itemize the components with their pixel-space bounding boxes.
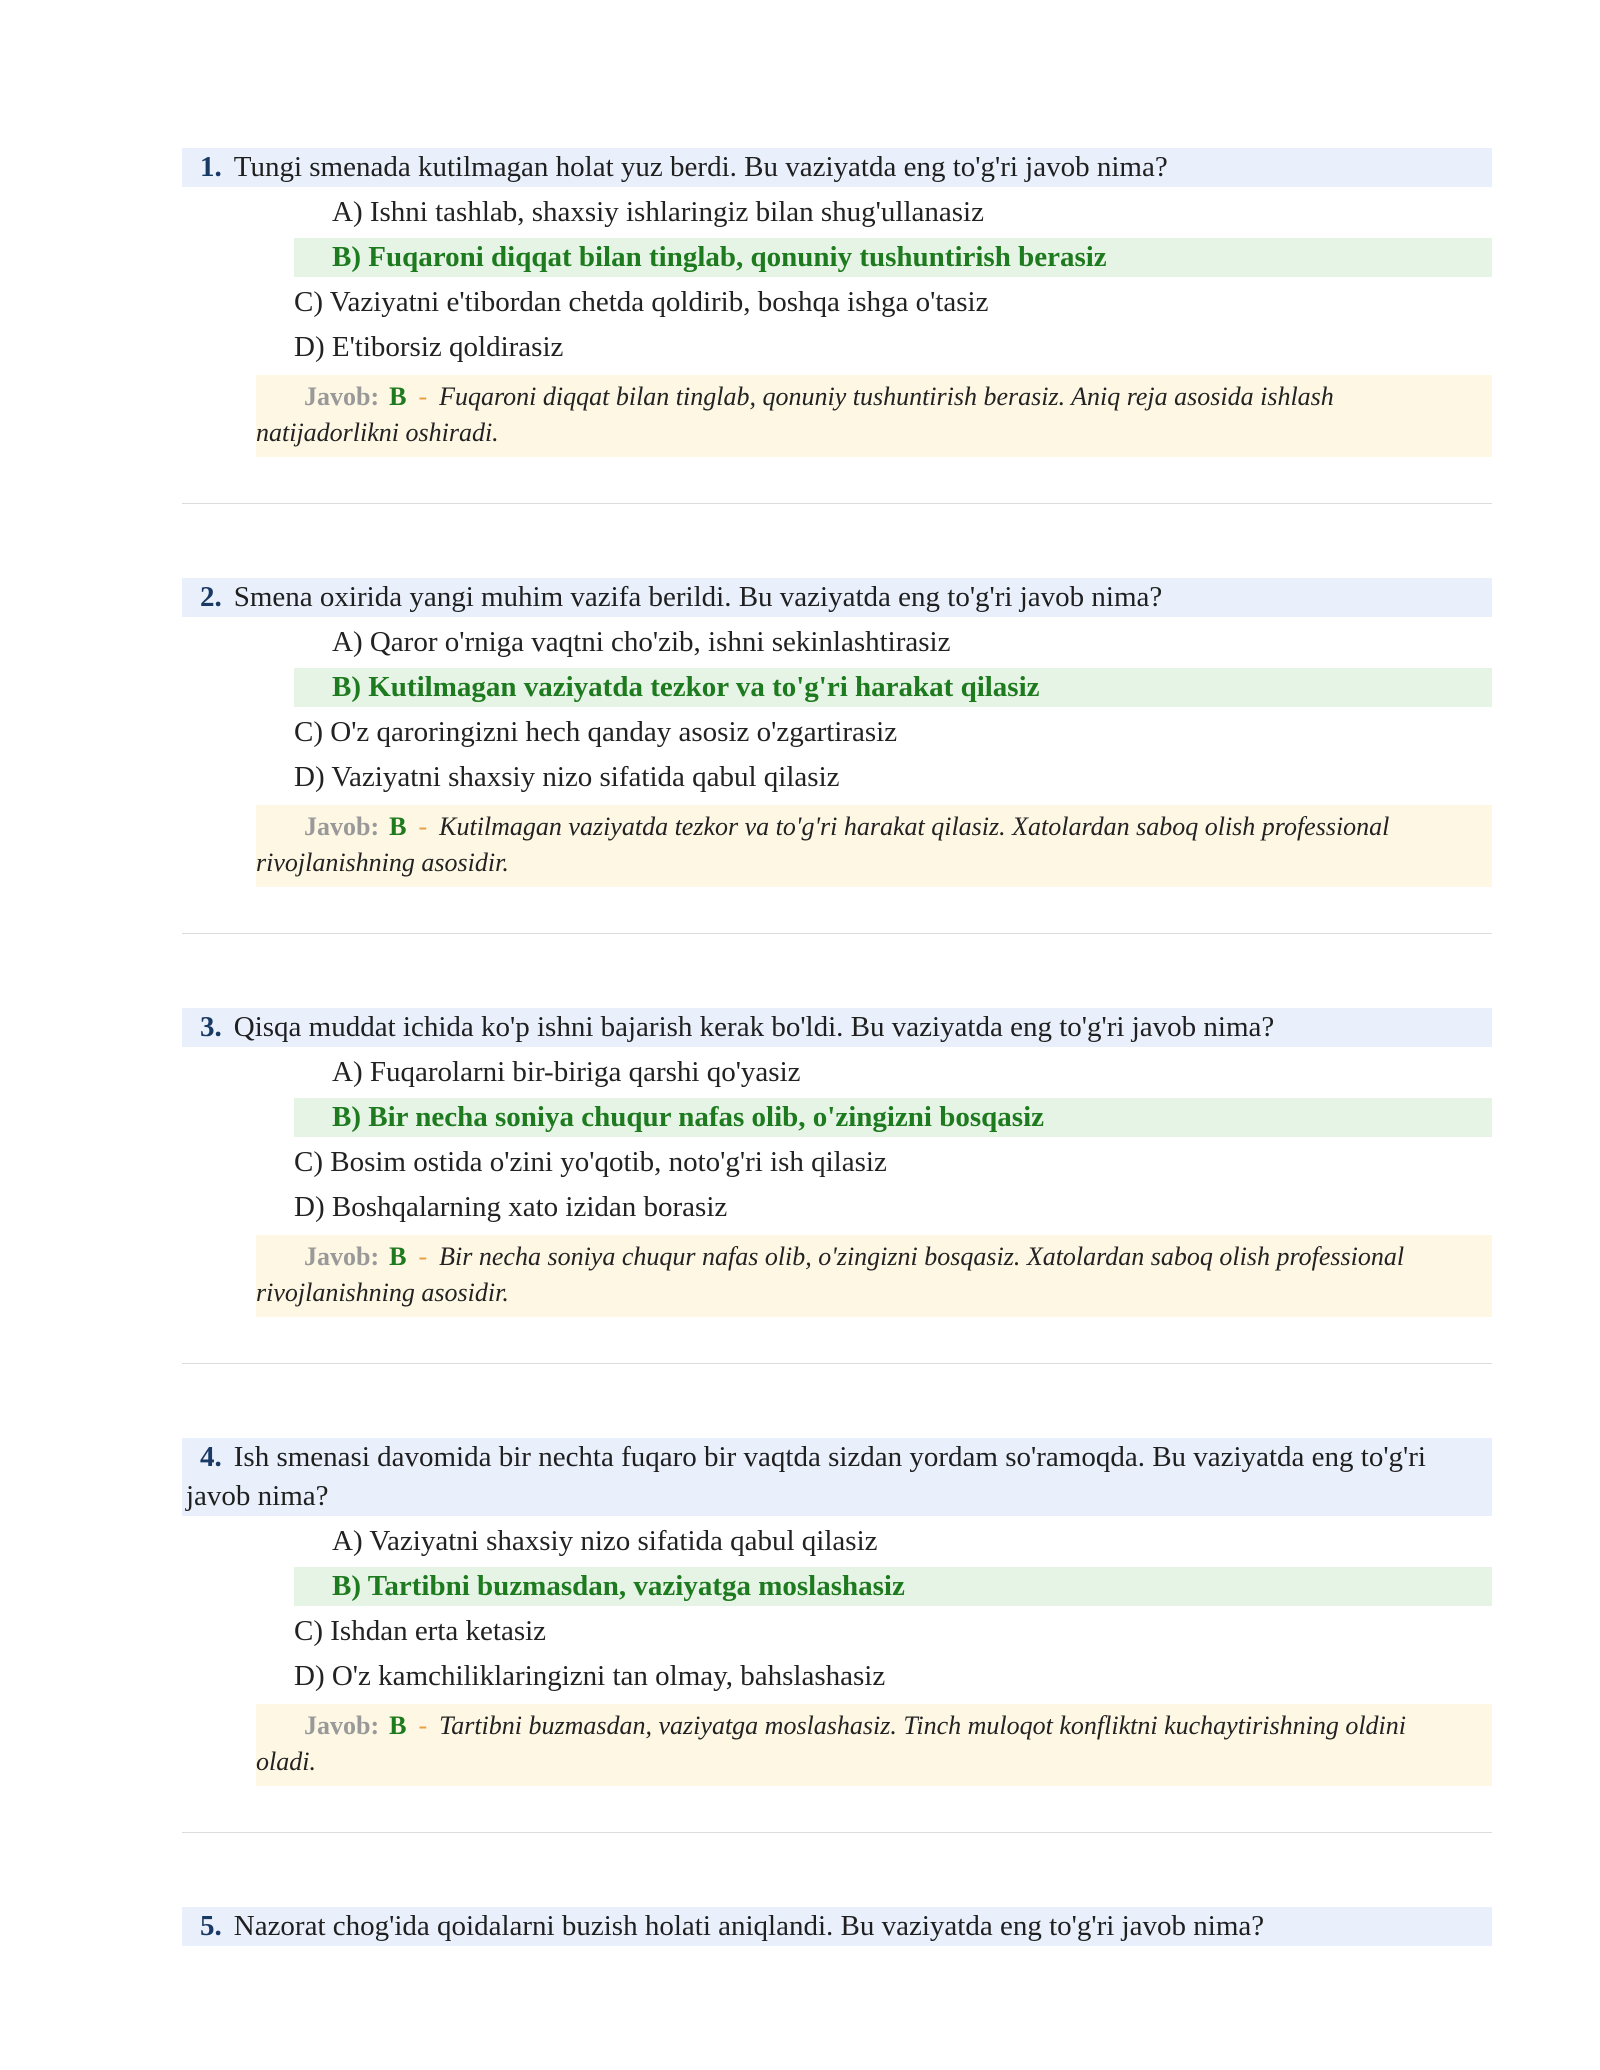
question-text: Ish smenasi davomida bir nechta fuqaro bir vaqtda sizdan yordam so'ramoqda. Bu vaziyatda eng to'g'ri javob nima? (186, 1441, 1426, 1512)
answer-dash: - (418, 382, 428, 411)
option-c: C) O'z qaroringizni hech qanday asosiz o'zgartirasiz (294, 716, 898, 748)
answer-explanation: Tartibni buzmasdan, vaziyatga moslashasiz. Tinch muloqot konfliktni kuchaytirishning oldini oladi. (256, 1711, 1406, 1776)
option-c: C) Ishdan erta ketasiz (294, 1615, 547, 1647)
answer-box (256, 375, 1492, 457)
option-a: A) Fuqarolarni bir-biriga qarshi qo'yasiz (332, 1056, 801, 1088)
answer-label: Javob: (304, 1242, 380, 1271)
divider (182, 503, 1492, 504)
option-b-correct: B) Bir necha soniya chuqur nafas olib, o'zingizni bosqasiz (294, 1098, 1492, 1137)
divider (182, 933, 1492, 934)
option-b-correct: B) Kutilmagan vaziyatda tezkor va to'g'ri harakat qilasiz (294, 668, 1492, 707)
question-1 (182, 148, 1492, 187)
option-d: D) Vaziyatni shaxsiy nizo sifatida qabul qilasiz (294, 761, 840, 793)
question-number: 5. (200, 1910, 222, 1942)
option-d: D) E'tiborsiz qoldirasiz (294, 331, 564, 363)
answer-dash: - (418, 1242, 428, 1271)
answer-box (256, 1704, 1492, 1786)
divider (182, 1363, 1492, 1364)
option-a: A) Qaror o'rniga vaqtni cho'zib, ishni sekinlashtirasiz (332, 626, 951, 658)
answer-box (256, 1235, 1492, 1317)
answer-label: Javob: (304, 382, 380, 411)
question-block-3 (182, 1008, 1492, 1364)
question-block-4 (182, 1438, 1492, 1833)
question-5 (182, 1907, 1492, 1946)
question-3 (182, 1008, 1492, 1047)
option-a: A) Vaziyatni shaxsiy nizo sifatida qabul qilasiz (332, 1525, 878, 1557)
option-d: D) O'z kamchiliklaringizni tan olmay, bahslashasiz (294, 1660, 886, 1692)
answer-key: B (389, 812, 407, 841)
question-number: 4. (200, 1441, 222, 1473)
answer-dash: - (418, 1711, 428, 1740)
option-c: C) Bosim ostida o'zini yo'qotib, noto'g'ri ish qilasiz (294, 1146, 887, 1178)
question-text: Nazorat chog'ida qoidalarni buzish holati aniqlandi. Bu vaziyatda eng to'g'ri javob nima? (233, 1910, 1265, 1942)
question-number: 1. (200, 151, 222, 183)
option-b-correct: B) Tartibni buzmasdan, vaziyatga moslashasiz (294, 1567, 1492, 1606)
question-text: Smena oxirida yangi muhim vazifa berildi. Bu vaziyatda eng to'g'ri javob nima? (233, 581, 1163, 613)
answer-key: B (389, 1242, 407, 1271)
question-number: 2. (200, 581, 222, 613)
answer-label: Javob: (304, 812, 380, 841)
answer-key: B (389, 1711, 407, 1740)
answer-explanation: Kutilmagan vaziyatda tezkor va to'g'ri harakat qilasiz. Xatolardan saboq olish professional rivojlanishning asosidir. (256, 812, 1390, 877)
option-b-correct: B) Fuqaroni diqqat bilan tinglab, qonuniy tushuntirish berasiz (294, 238, 1492, 277)
question-text: Qisqa muddat ichida ko'p ishni bajarish kerak bo'ldi. Bu vaziyatda eng to'g'ri javob nima? (233, 1011, 1275, 1043)
answer-label: Javob: (304, 1711, 380, 1740)
option-d: D) Boshqalarning xato izidan borasiz (294, 1191, 728, 1223)
question-2 (182, 578, 1492, 617)
answer-box (256, 805, 1492, 887)
option-c: C) Vaziyatni e'tibordan chetda qoldirib, boshqa ishga o'tasiz (294, 286, 989, 318)
question-block-2 (182, 578, 1492, 934)
answer-dash: - (418, 812, 428, 841)
divider (182, 1832, 1492, 1833)
answer-explanation: Bir necha soniya chuqur nafas olib, o'zingizni bosqasiz. Xatolardan saboq olish professional rivojlanishning asosidir. (256, 1242, 1405, 1307)
question-text: Tungi smenada kutilmagan holat yuz berdi. Bu vaziyatda eng to'g'ri javob nima? (233, 151, 1168, 183)
answer-explanation: Fuqaroni diqqat bilan tinglab, qonuniy tushuntirish berasiz. Aniq reja asosida ishlash natijadorlikni oshiradi. (256, 382, 1334, 447)
question-4 (182, 1438, 1492, 1516)
option-a: A) Ishni tashlab, shaxsiy ishlaringiz bilan shug'ullanasiz (332, 196, 984, 228)
question-block-1 (182, 148, 1492, 504)
question-number: 3. (200, 1011, 222, 1043)
answer-key: B (389, 382, 407, 411)
question-block-5 (182, 1907, 1492, 1946)
quiz-document (182, 148, 1492, 1952)
